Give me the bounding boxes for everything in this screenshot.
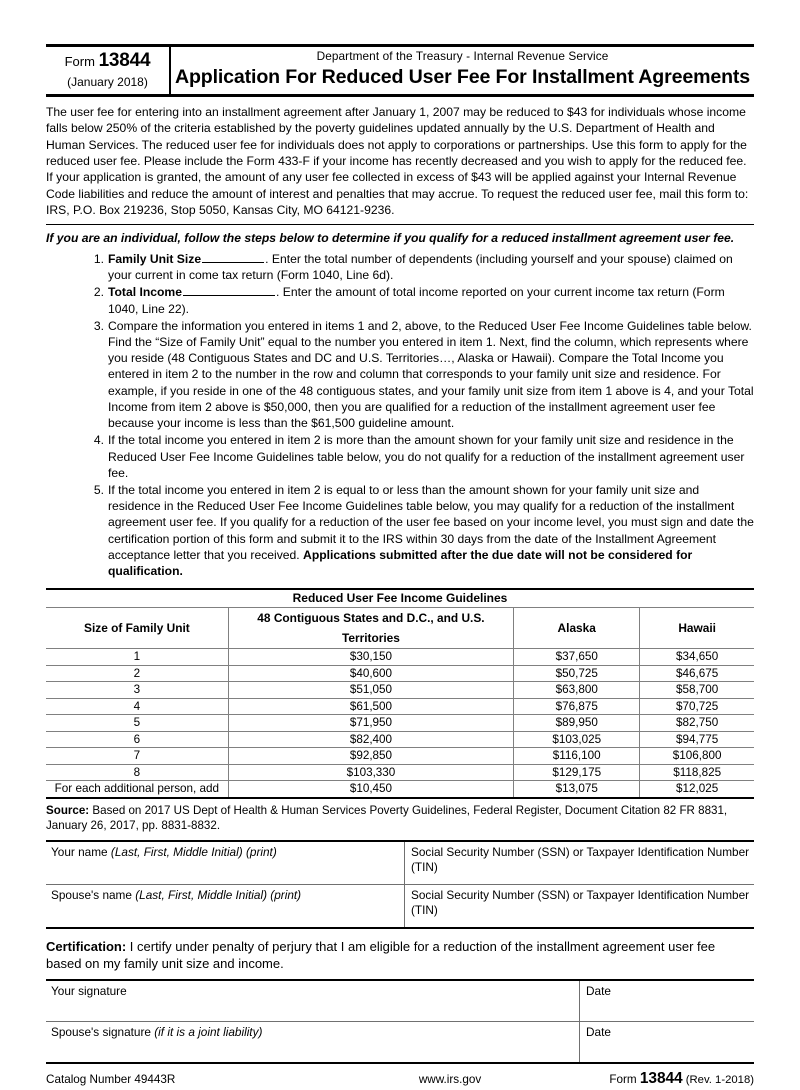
footer-form-number: 13844 (639, 1070, 683, 1088)
spouse-date-label: Date (586, 1025, 611, 1040)
spouse-signature-field[interactable] (46, 1022, 579, 1062)
spouse-signature-row (46, 1022, 754, 1064)
cell-contiguous: $30,150 (228, 649, 513, 666)
guidelines-table-wrapper (46, 588, 754, 799)
spouse-name-hint: (Last, First, Middle Initial) (print) (135, 887, 302, 902)
irs-website-link[interactable]: www.irs.gov (418, 1073, 482, 1087)
cell-hawaii: $34,650 (640, 649, 754, 666)
cell-alaska: $76,875 (514, 698, 640, 715)
signature-block (46, 979, 754, 1064)
step-1-label: Family Unit Size (108, 251, 202, 266)
form-date: (January 2018) (67, 75, 148, 90)
step-item-1 (90, 251, 754, 284)
cell-alaska: $89,950 (514, 715, 640, 732)
step-item-4 (90, 432, 754, 481)
table-row (46, 764, 754, 781)
cell-size: 5 (46, 715, 228, 732)
your-date-label: Date (586, 984, 611, 999)
cell-hawaii: $82,750 (640, 715, 754, 732)
spouse-signature-hint: (if it is a joint liability) (154, 1025, 263, 1040)
table-row (46, 649, 754, 666)
column-header-alaska: Alaska (514, 608, 640, 649)
cell-hawaii: $94,775 (640, 731, 754, 748)
cell-alaska: $37,650 (514, 649, 640, 666)
agency-name: Department of the Treasury - Internal Revenue Service (316, 48, 609, 63)
step-2-text: . Enter the amount of total income reported on your current income tax return (Form 1040, Line 22). (108, 285, 725, 316)
step-5-emphasis: Applications submitted after the due date will not be considered for qualification. (108, 547, 693, 579)
your-date-field[interactable] (579, 981, 754, 1021)
your-name-hint: (Last, First, Middle Initial) (print) (110, 844, 277, 859)
cell-size: 4 (46, 698, 228, 715)
step-item-2 (90, 284, 754, 317)
intro-paragraph: The user fee for entering into an installment agreement after January 1, 2007 may be reduced to $43 for individuals whose income falls below 250% of the criteria established by the poverty guidelines updated annually by the U.S. Department of Health and Human Services. The reduced user fee for individuals does not apply to corporations or partnerships. Use this form to apply for the reduced user fee. Please include the Form 433-F if your income has recently decreased and you wish to apply for the reduced fee. If your application is granted, the amount of any user fee collected in excess of $43 will be applied against your Internal Revenue Code liabilities and reduce the amount of interest and penalties that may accrue. To request the reduced user fee, mail this form to: IRS, P.O. Box 219236, Stop 5050, Kansas City, MO 64121-9236. (46, 105, 749, 218)
certification-text: I certify under penalty of perjury that I am eligible for a reduction of the installment agreement user fee based on my family unit size and income. (46, 938, 716, 972)
step-1-text: . Enter the total number of dependents (including yourself and your spouse) claimed on your current in come tax return (Form 1040, Line 6d). (108, 251, 733, 282)
your-ssn-field[interactable] (404, 842, 754, 884)
cell-contiguous: $10,450 (228, 781, 513, 798)
cell-size: 8 (46, 764, 228, 781)
source-label: Source: (46, 803, 90, 817)
cell-size: 6 (46, 731, 228, 748)
step-3-text: Compare the information you entered in items 1 and 2, above, to the Reduced User Fee Income Guidelines table below. Find the “Size of Family Unit” equal to the number you entered in item 1. Next, find the column, which represents where you reside (48 Contiguous States and DC and U.S. Territories…, Alaska or Hawaii). Compare the Total Income you entered in item 2 to the number in the row and column that corresponds to your family unit size and residence. For example, if you reside in one of the 48 contiguous states, and your family unit size from item 1 above is 4, and your Total Income from item 2 above is $50,000, then you are qualified for a reduction of the installment agreement user fee because your income is less than the $61,500 guideline amount. (108, 318, 754, 431)
instructions-lead: If you are an individual, follow the steps below to determine if you qualify for a reduced installment agreement user fee. (46, 231, 735, 246)
certification-label: Certification: (46, 938, 127, 954)
your-ssn-label: Social Security Number (SSN) or Taxpayer Identification Number (TIN) (411, 844, 750, 875)
your-name-field[interactable] (46, 842, 404, 884)
cell-contiguous: $61,500 (228, 698, 513, 715)
form-page (0, 44, 800, 1088)
form-label: Form (64, 54, 95, 70)
cell-hawaii: $70,725 (640, 698, 754, 715)
step-5-text: If the total income you entered in item 2 is equal to or less than the amount shown for your family unit size and residence in the Reduced User Fee Income Guidelines table below, you may qualify for a reduction of the installment agreement user fee. If you qualify for a reduction of the user fee based on your income level, you must sign and date the certification portion of this form and submit it to the IRS within 30 days from the date of the Installment Agreement acceptance letter that you received. (108, 482, 754, 562)
table-row (46, 682, 754, 699)
cell-alaska: $63,800 (514, 682, 640, 699)
table-row (46, 731, 754, 748)
cell-size: 7 (46, 748, 228, 765)
step-4-text: If the total income you entered in item 2 is more than the amount shown for your family unit size and residence in the Reduced User Fee Income Guidelines table below, you do not qualify for a reduction of the installment agreement user fee. (108, 433, 745, 480)
form-title-box (171, 47, 754, 94)
table-row (46, 715, 754, 732)
your-signature-row (46, 981, 754, 1022)
table-title: Reduced User Fee Income Guidelines (46, 590, 754, 608)
spouse-ssn-label: Social Security Number (SSN) or Taxpayer Identification Number (TIN) (411, 887, 750, 918)
step-2-label: Total Income (108, 285, 182, 300)
intro-divider (46, 224, 754, 225)
spouse-name-label: Spouse's name (51, 887, 136, 902)
spouse-signature-label: Spouse's signature (51, 1025, 155, 1040)
step-item-5 (90, 482, 754, 579)
total-income-blank[interactable] (183, 284, 275, 296)
table-title-row (46, 590, 754, 608)
cell-size: 1 (46, 649, 228, 666)
cell-hawaii: $118,825 (640, 764, 754, 781)
step-item-3 (90, 318, 754, 432)
cell-alaska: $50,725 (514, 665, 640, 682)
your-signature-field[interactable] (46, 981, 579, 1021)
catalog-number: Catalog Number 49443R (46, 1073, 176, 1087)
form-number-line (65, 49, 151, 74)
column-header-size: Size of Family Unit (46, 608, 228, 649)
instruction-steps-list (46, 251, 754, 580)
form-identifier-box (46, 47, 171, 94)
cell-contiguous: $71,950 (228, 715, 513, 732)
page-title: Application For Reduced User Fee For Installment Agreements (174, 65, 751, 88)
table-body (46, 649, 754, 798)
your-signature-label: Your signature (51, 984, 127, 999)
cell-contiguous: $51,050 (228, 682, 513, 699)
footer-form-label: Form (609, 1073, 637, 1087)
column-header-contiguous: 48 Contiguous States and D.C., and U.S. Territories (228, 608, 513, 649)
cell-alaska: $116,100 (514, 748, 640, 765)
footer-form-identifier (554, 1069, 754, 1089)
cell-alaska: $129,175 (514, 764, 640, 781)
spouse-name-field[interactable] (46, 885, 404, 927)
source-text: Based on 2017 US Dept of Health & Human Services Poverty Guidelines, Federal Register, Document Citation 82 FR 8831, January 26, 2017, pp. 8831-8832. (46, 803, 728, 832)
page-footer (46, 1069, 754, 1089)
cell-contiguous: $92,850 (228, 748, 513, 765)
table-header-row (46, 608, 754, 649)
table-row-additional-person (46, 781, 754, 798)
table-row (46, 698, 754, 715)
certification-statement (46, 938, 754, 973)
cell-hawaii: $46,675 (640, 665, 754, 682)
cell-hawaii: $106,800 (640, 748, 754, 765)
cell-size: 2 (46, 665, 228, 682)
cell-contiguous: $82,400 (228, 731, 513, 748)
your-name-label: Your name (51, 844, 111, 859)
cell-contiguous: $40,600 (228, 665, 513, 682)
cell-size: For each additional person, add (46, 781, 228, 798)
cell-alaska: $103,025 (514, 731, 640, 748)
income-guidelines-table (46, 590, 754, 799)
your-name-row (46, 842, 754, 885)
form-header (46, 44, 754, 97)
cell-contiguous: $103,330 (228, 764, 513, 781)
spouse-name-row (46, 885, 754, 929)
cell-hawaii: $12,025 (640, 781, 754, 798)
cell-size: 3 (46, 682, 228, 699)
cell-alaska: $13,075 (514, 781, 640, 798)
column-header-hawaii: Hawaii (640, 608, 754, 649)
footer-revision: (Rev. 1-2018) (685, 1074, 754, 1087)
family-unit-size-blank[interactable] (202, 251, 264, 263)
table-source-note (46, 803, 754, 833)
cell-hawaii: $58,700 (640, 682, 754, 699)
form-number: 13844 (98, 50, 151, 72)
table-row (46, 748, 754, 765)
spouse-date-field[interactable] (579, 1022, 754, 1062)
table-row (46, 665, 754, 682)
taxpayer-fields-block (46, 840, 754, 929)
spouse-ssn-field[interactable] (404, 885, 754, 927)
